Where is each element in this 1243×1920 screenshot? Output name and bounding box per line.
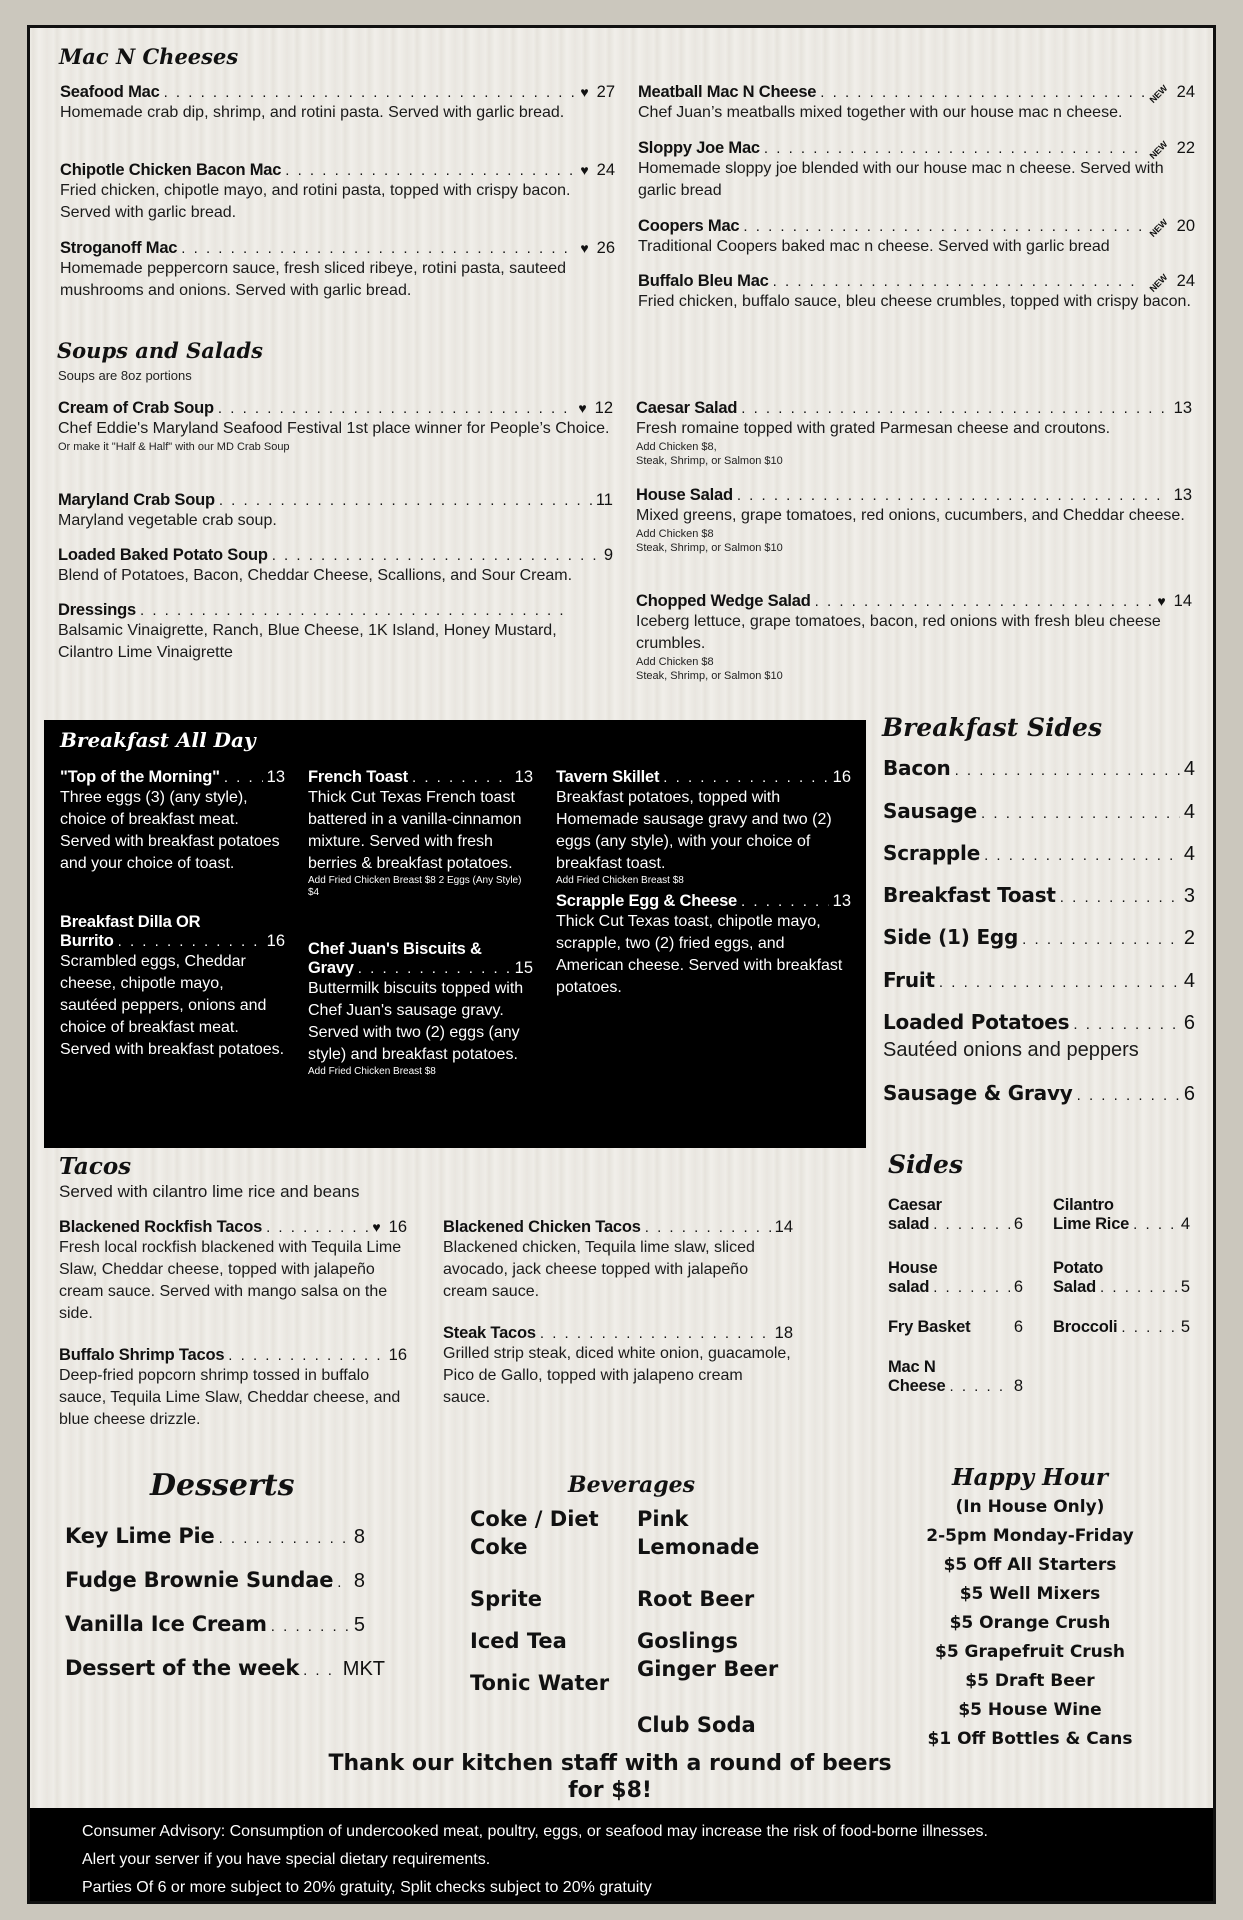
- item-description: Deep-fried popcorn shrimp tossed in buffalo sauce, Tequila Lime Slaw, Cheddar cheese, and blue cheese drizzle.: [59, 1367, 401, 1428]
- list-item: [1053, 1259, 1190, 1297]
- beverage-item: Club Soda: [637, 1713, 756, 1737]
- consumer-advisory-footer: [30, 1808, 1216, 1904]
- desserts-section-title: Desserts: [150, 1468, 295, 1503]
- item-description: Blend of Potatoes, Bacon, Cheddar Cheese, Scallions, and Sour Cream.: [58, 567, 573, 584]
- heart-icon: ♥: [580, 240, 589, 256]
- item-description: Mixed greens, grape tomatoes, red onions, cucumbers, and Cheddar cheese.: [636, 507, 1185, 524]
- list-item: [1053, 1318, 1190, 1337]
- menu-item: [60, 161, 615, 224]
- beverage-item: Sprite: [470, 1587, 542, 1611]
- item-name: Meatball Mac N Cheese: [638, 83, 817, 101]
- item-name: Mac N: [888, 1358, 936, 1376]
- happy-hour-line: $5 Off All Starters: [943, 1555, 1117, 1575]
- list-item: [888, 1318, 1023, 1337]
- item-price: 3: [1183, 885, 1195, 907]
- item-price: 18: [774, 1324, 793, 1342]
- item-name: Chipotle Chicken Bacon Mac: [60, 161, 282, 179]
- happy-hour-line: $5 House Wine: [958, 1700, 1102, 1720]
- item-name-cont: Salad: [1053, 1278, 1097, 1296]
- item-name: Side (1) Egg: [883, 925, 1019, 949]
- list-item: [888, 1196, 1023, 1234]
- list-item: [65, 1568, 365, 1593]
- menu-item: [308, 768, 533, 899]
- menu-item: [60, 913, 285, 1061]
- item-note: Add Fried Chicken Breast $8: [308, 1066, 436, 1077]
- item-price: 13: [514, 768, 533, 786]
- item-price: 22: [1176, 139, 1195, 157]
- item-description: Blackened chicken, Tequila lime slaw, sliced avocado, jack cheese topped with jalapeño cream sauce.: [443, 1239, 755, 1300]
- item-description: Fresh local rockfish blackened with Tequila Lime Slaw, Cheddar cheese, topped with jalapeño cream sauce. Served with mango salsa on the side.: [59, 1239, 402, 1322]
- item-name: Steak Tacos: [443, 1324, 536, 1342]
- item-price: 8: [353, 1526, 365, 1548]
- item-name: Blackened Chicken Tacos: [443, 1218, 641, 1236]
- menu-item: [59, 1218, 407, 1325]
- heart-icon: ♥: [1157, 593, 1166, 609]
- menu-item: [638, 272, 1195, 313]
- new-badge: NEW: [1147, 139, 1170, 161]
- list-item: [65, 1524, 365, 1549]
- item-name: Cilantro: [1053, 1196, 1114, 1214]
- item-name: Loaded Potatoes: [883, 1010, 1070, 1034]
- item-price: 26: [596, 239, 615, 257]
- item-price: 14: [1173, 592, 1192, 610]
- item-description: Chef Juan’s meatballs mixed together with our house mac n cheese.: [638, 104, 1123, 121]
- item-description: Chef Eddie's Maryland Seafood Festival 1st place winner for People’s Choice.: [58, 420, 610, 437]
- menu-item: [308, 940, 533, 1078]
- item-price: 6: [1183, 1083, 1195, 1105]
- list-item: [888, 1358, 1023, 1396]
- tacos-section-title: Tacos: [59, 1153, 132, 1180]
- item-name-cont: Burrito: [60, 932, 114, 950]
- menu-item: [443, 1324, 793, 1409]
- item-price: 5: [353, 1614, 365, 1636]
- item-description: Balsamic Vinaigrette, Ranch, Blue Cheese, 1K Island, Honey Mustard, Cilantro Lime Vinaigrette: [58, 622, 557, 661]
- item-description: Buttermilk biscuits topped with Chef Juan's sausage gravy. Served with two (2) eggs (any style) and breakfast potatoes.: [308, 980, 524, 1063]
- item-description: Three eggs (3) (any style), choice of breakfast meat. Served with breakfast potatoes and your choice of toast.: [60, 789, 280, 872]
- breakfast-sides-title: Breakfast Sides: [882, 713, 1103, 742]
- item-price: 13: [1173, 486, 1192, 504]
- footer-line: Alert your server if you have special dietary requirements.: [82, 1851, 491, 1868]
- item-note: Add Chicken $8: [636, 656, 714, 668]
- item-note: Steak, Shrimp, or Salmon $10: [636, 455, 783, 467]
- item-price: 14: [774, 1218, 793, 1236]
- item-price: 13: [266, 768, 285, 786]
- item-price: 8: [353, 1570, 365, 1592]
- item-name-cont: Lime Rice: [1053, 1215, 1130, 1233]
- item-description: Thick Cut Texas French toast battered in a vanilla-cinnamon mixture. Served with fresh berries & breakfast potatoes.: [308, 789, 522, 872]
- item-name: Scrapple: [883, 841, 981, 865]
- happy-hour-line: (In House Only): [955, 1497, 1105, 1517]
- thanks-message: Thank our kitchen staff with a round of beers for $8!: [328, 1751, 892, 1803]
- beverage-item: Coke / Diet Coke: [470, 1507, 599, 1559]
- item-price: 5: [1180, 1278, 1190, 1296]
- new-badge: NEW: [1147, 83, 1170, 105]
- item-note: Add Chicken $8: [636, 528, 714, 540]
- item-name: Maryland Crab Soup: [58, 491, 215, 509]
- item-price: 4: [1183, 801, 1195, 823]
- item-name: Fruit: [883, 968, 935, 992]
- list-item: [65, 1656, 385, 1681]
- item-name: Stroganoff Mac: [60, 239, 178, 257]
- item-name: Caesar Salad: [636, 399, 738, 417]
- list-item: [883, 841, 1195, 866]
- item-name-cont: salad: [888, 1215, 930, 1233]
- item-name: Coopers Mac: [638, 217, 740, 235]
- breakfast-section-title: Breakfast All Day: [60, 728, 256, 752]
- heart-icon: ♥: [580, 162, 589, 178]
- item-name: Blackened Rockfish Tacos: [59, 1218, 263, 1236]
- menu-item: [58, 601, 568, 664]
- list-item: [65, 1612, 365, 1637]
- item-name: Caesar: [888, 1196, 942, 1214]
- item-price: 24: [596, 161, 615, 179]
- menu-item: [556, 892, 851, 999]
- footer-line: Parties Of 6 or more subject to 20% gratuity, Split checks subject to 20% gratuity: [82, 1879, 652, 1896]
- item-name: Vanilla Ice Cream: [65, 1612, 267, 1636]
- heart-icon: ♥: [578, 400, 587, 416]
- item-price: 13: [1173, 399, 1192, 417]
- item-name: "Top of the Morning": [60, 768, 220, 786]
- heart-icon: ♥: [580, 84, 589, 100]
- item-note: Steak, Shrimp, or Salmon $10: [636, 670, 783, 682]
- menu-item: [58, 491, 613, 532]
- beverages-section-title: Beverages: [568, 1472, 695, 1498]
- item-price: 9: [603, 546, 613, 564]
- menu-item: [636, 592, 1192, 683]
- list-item: [1053, 1196, 1190, 1234]
- item-name: Fry Basket: [888, 1318, 971, 1336]
- item-description: Homemade peppercorn sauce, fresh sliced ribeye, rotini pasta, sauteed mushrooms and onions. Served with garlic bread.: [60, 260, 567, 299]
- item-description: Homemade crab dip, shrimp, and rotini pasta. Served with garlic bread.: [60, 104, 565, 121]
- item-price: 16: [388, 1218, 407, 1236]
- item-description: Breakfast potatoes, topped with Homemade sausage gravy and two (2) eggs (any style), with your choice of breakfast toast.: [556, 789, 832, 872]
- menu-item: [60, 768, 285, 875]
- item-description: Fresh romaine topped with grated Parmesan cheese and croutons.: [636, 420, 1111, 437]
- item-name: Loaded Baked Potato Soup: [58, 546, 268, 564]
- menu-item: [59, 1346, 407, 1431]
- item-description: Fried chicken, buffalo sauce, bleu cheese crumbles, topped with crispy bacon.: [638, 293, 1191, 310]
- item-price: 24: [1176, 272, 1195, 290]
- item-name: Dressings: [58, 601, 136, 619]
- item-price: 6: [1013, 1318, 1023, 1336]
- item-note: Add Fried Chicken Breast $8: [556, 875, 684, 886]
- item-price: 6: [1183, 1012, 1195, 1034]
- item-price: 24: [1176, 83, 1195, 101]
- item-price: 4: [1183, 970, 1195, 992]
- item-description: Grilled strip steak, diced white onion, guacamole, Pico de Gallo, topped with jalapeno cream sauce.: [443, 1345, 791, 1406]
- item-name: French Toast: [308, 768, 408, 786]
- mac-section-title: Mac N Cheeses: [59, 44, 239, 69]
- item-price: 4: [1180, 1215, 1190, 1233]
- list-item: [883, 925, 1195, 950]
- menu-page: [27, 25, 1216, 1904]
- item-price: MKT: [342, 1658, 385, 1680]
- menu-item: [636, 486, 1192, 555]
- list-item: [883, 799, 1195, 824]
- item-name: Key Lime Pie: [65, 1524, 215, 1548]
- item-price: 27: [596, 83, 615, 101]
- item-name-cont: Cheese: [888, 1377, 946, 1395]
- happy-hour-line: $5 Well Mixers: [959, 1584, 1101, 1604]
- footer-line: Consumer Advisory: Consumption of undercooked meat, poultry, eggs, or seafood may increase the risk of food-borne illnesses.: [82, 1823, 988, 1840]
- menu-item: [636, 399, 1192, 468]
- list-item: [883, 968, 1195, 993]
- item-name: Potato: [1053, 1259, 1104, 1277]
- menu-item: [638, 139, 1195, 202]
- happy-hour-title: Happy Hour: [951, 1464, 1109, 1491]
- item-price: 11: [595, 491, 613, 509]
- item-price: 4: [1183, 758, 1195, 780]
- item-price: 6: [1013, 1278, 1023, 1296]
- item-name-cont: salad: [888, 1278, 930, 1296]
- item-name: Dessert of the week: [65, 1656, 300, 1680]
- menu-item: [58, 399, 613, 454]
- beverage-item: Iced Tea: [470, 1629, 567, 1653]
- item-name: Buffalo Bleu Mac: [638, 272, 769, 290]
- item-note: Steak, Shrimp, or Salmon $10: [636, 542, 783, 554]
- happy-hour-line: 2-5pm Monday-Friday: [926, 1526, 1134, 1546]
- item-price: 13: [832, 892, 851, 910]
- happy-hour-line: $1 Off Bottles & Cans: [927, 1729, 1133, 1749]
- item-name: Sausage: [883, 799, 978, 823]
- item-note: Add Chicken $8,: [636, 441, 717, 453]
- menu-item: [638, 217, 1195, 258]
- item-name: Breakfast Toast: [883, 883, 1056, 907]
- menu-item: [58, 546, 613, 587]
- item-price: 20: [1176, 217, 1195, 235]
- beverage-item: Goslings Ginger Beer: [637, 1629, 779, 1681]
- sides-section-title: Sides: [888, 1150, 964, 1179]
- list-item: [888, 1259, 1023, 1297]
- item-note: Add Fried Chicken Breast $8 2 Eggs (Any Style) $4: [308, 875, 522, 898]
- item-note: Or make it "Half & Half" with our MD Crab Soup: [58, 441, 290, 453]
- item-description: Homemade sloppy joe blended with our house mac n cheese. Served with garlic bread: [638, 160, 1164, 199]
- happy-hour-line: $5 Orange Crush: [949, 1613, 1111, 1633]
- item-price: 15: [514, 959, 533, 977]
- happy-hour-list: [900, 1493, 1160, 1754]
- item-name: Sausage & Gravy: [883, 1081, 1073, 1105]
- item-price: 8: [1013, 1377, 1023, 1395]
- item-price: 16: [832, 768, 851, 786]
- happy-hour-line: $5 Draft Beer: [965, 1671, 1095, 1691]
- item-name: House Salad: [636, 486, 733, 504]
- item-name: Buffalo Shrimp Tacos: [59, 1346, 225, 1364]
- menu-item: [60, 83, 615, 124]
- menu-item: [443, 1218, 793, 1303]
- soups-section-title: Soups and Salads: [57, 338, 263, 363]
- breakfast-panel: [44, 720, 866, 1148]
- menu-item: [556, 768, 851, 887]
- list-item: [883, 756, 1195, 781]
- item-name: Sloppy Joe Mac: [638, 139, 760, 157]
- list-item: [883, 883, 1195, 908]
- heart-icon: ♥: [372, 1219, 381, 1235]
- item-price: 16: [388, 1346, 407, 1364]
- list-item: [883, 1081, 1195, 1106]
- new-badge: NEW: [1147, 217, 1170, 239]
- item-description: Scrambled eggs, Cheddar cheese, chipotle mayo, sautéed peppers, onions and choice of breakfast meat. Served with breakfast potatoes.: [60, 953, 285, 1058]
- item-description: Sautéed onions and peppers: [883, 1039, 1139, 1061]
- item-name: Chef Juan's Biscuits &: [308, 940, 482, 958]
- item-price: 2: [1183, 927, 1195, 949]
- tacos-subtitle: Served with cilantro lime rice and beans: [59, 1182, 360, 1201]
- menu-item: [60, 239, 615, 302]
- item-name: Cream of Crab Soup: [58, 399, 214, 417]
- list-item: [883, 1010, 1195, 1065]
- item-price: 6: [1013, 1215, 1023, 1233]
- item-name: Bacon: [883, 756, 951, 780]
- item-price: 5: [1180, 1318, 1190, 1336]
- menu-item: [638, 83, 1195, 124]
- beverage-item: Tonic Water: [470, 1671, 610, 1695]
- item-name: Seafood Mac: [60, 83, 160, 101]
- item-name: Broccoli: [1053, 1318, 1118, 1336]
- item-name: Tavern Skillet: [556, 768, 660, 786]
- item-description: Fried chicken, chipotle mayo, and rotini pasta, topped with crispy bacon. Served with garlic bread.: [60, 182, 571, 221]
- item-name-cont: Gravy: [308, 959, 354, 977]
- item-name: Breakfast Dilla OR: [60, 913, 201, 931]
- happy-hour-line: $5 Grapefruit Crush: [934, 1642, 1126, 1662]
- beverage-item: Root Beer: [637, 1587, 755, 1611]
- item-price: 4: [1183, 843, 1195, 865]
- new-badge: NEW: [1147, 272, 1170, 294]
- item-description: Thick Cut Texas toast, chipotle mayo, scrapple, two (2) fried eggs, and American cheese. Served with breakfast potatoes.: [556, 913, 843, 996]
- item-price: 12: [594, 399, 613, 417]
- beverage-item: Pink Lemonade: [637, 1507, 760, 1559]
- item-price: 16: [266, 932, 285, 950]
- soups-subtitle: Soups are 8oz portions: [58, 368, 192, 383]
- item-name: Fudge Brownie Sundae: [65, 1568, 334, 1592]
- item-description: Maryland vegetable crab soup.: [58, 512, 277, 529]
- item-name: Chopped Wedge Salad: [636, 592, 811, 610]
- item-description: Iceberg lettuce, grape tomatoes, bacon, red onions with fresh bleu cheese crumbles.: [636, 613, 1161, 652]
- item-name: House: [888, 1259, 938, 1277]
- item-name: Scrapple Egg & Cheese: [556, 892, 738, 910]
- item-description: Traditional Coopers baked mac n cheese. Served with garlic bread: [638, 238, 1110, 255]
